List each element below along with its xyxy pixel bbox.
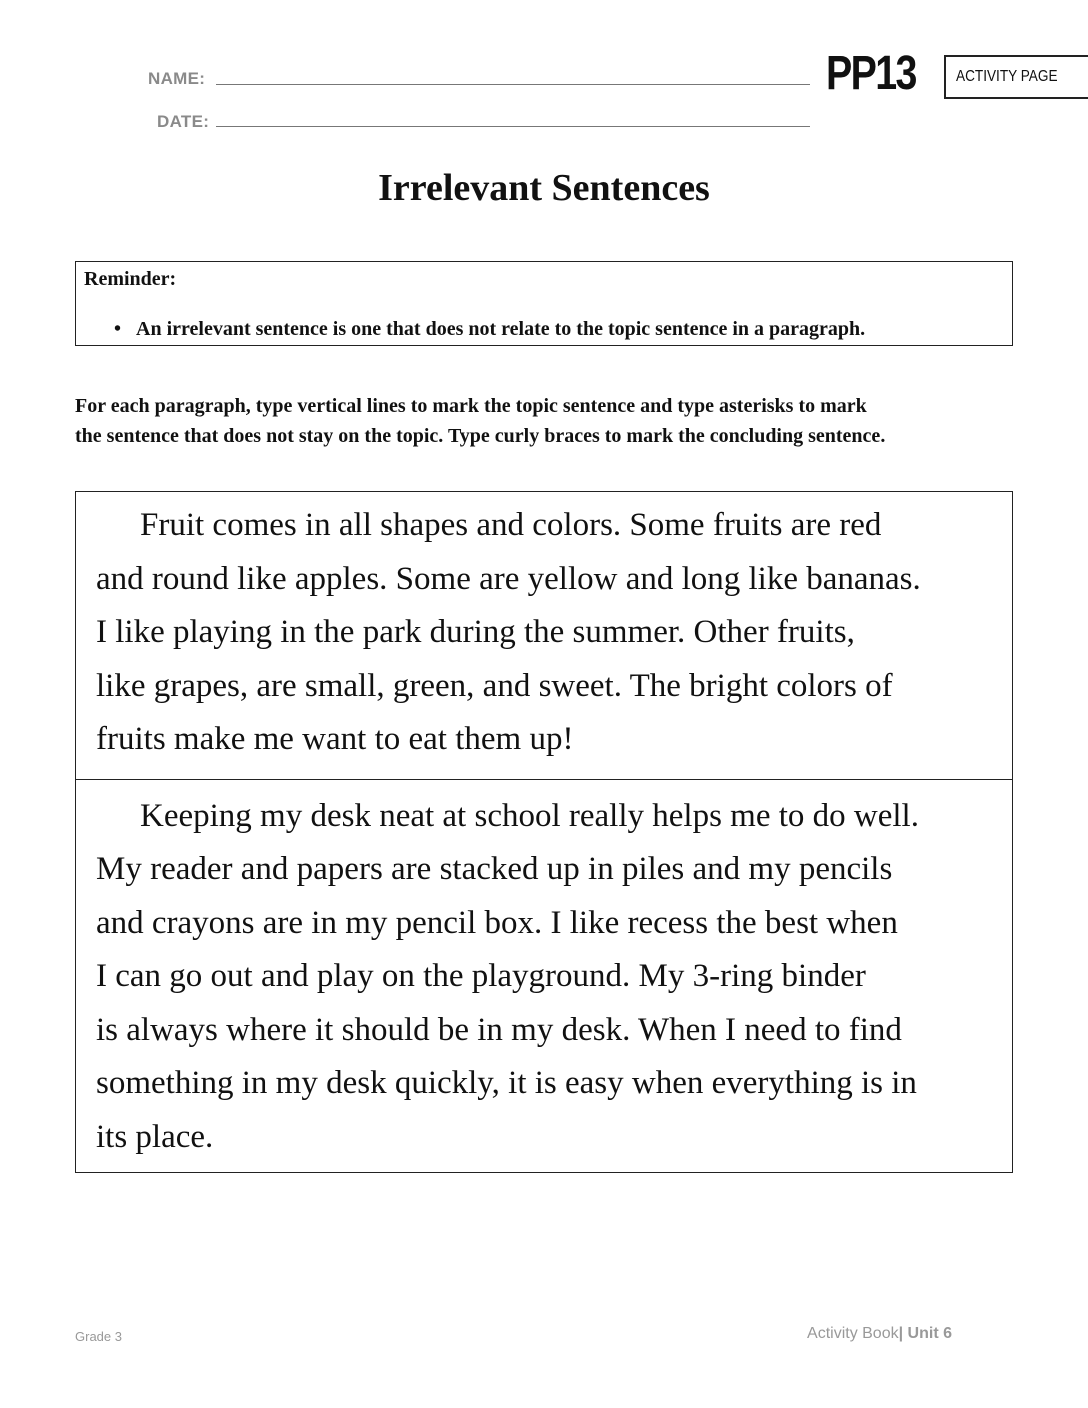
page-code: PP13 <box>826 47 916 100</box>
passage-line: fruits make me want to eat them up! <box>96 721 574 757</box>
bullet-icon: • <box>114 318 122 340</box>
passage-fruit[interactable] <box>76 492 1012 779</box>
date-field-line[interactable] <box>216 126 810 127</box>
passage-line: like grapes, are small, green, and sweet. The bright colors of <box>96 667 893 704</box>
passage-line: I like playing in the park during the summer. Other fruits, <box>96 614 855 650</box>
passage-desk[interactable] <box>76 779 1012 1173</box>
date-label: DATE: <box>157 112 210 131</box>
footer-book-unit <box>807 1325 952 1343</box>
instructions <box>75 391 1035 451</box>
passages-box <box>75 491 1013 1173</box>
reminder-box <box>75 261 1013 346</box>
footer-grade: Grade 3 <box>75 1329 122 1344</box>
reminder-bullet-text: An irrelevant sentence is one that does not relate to the topic sentence in a paragraph. <box>136 318 866 340</box>
passage-line: is always where it should be in my desk. When I need to find <box>96 1011 902 1048</box>
name-field-line[interactable] <box>216 84 810 85</box>
passage-line: its place. <box>96 1118 214 1155</box>
reminder-bullet-item <box>114 318 865 341</box>
page-title: Irrelevant Sentences <box>378 167 710 209</box>
passage-line: My reader and papers are stacked up in piles and my pencils <box>96 851 893 887</box>
footer-book: Activity Book <box>807 1325 899 1342</box>
footer-separator: | <box>898 1325 904 1342</box>
passage-line: and round like apples. Some are yellow and long like bananas. <box>96 560 921 597</box>
reminder-title: Reminder: <box>84 268 177 290</box>
instructions-line: the sentence that does not stay on the topic. Type curly braces to mark the concluding sentence. <box>75 425 886 447</box>
passage-line: I can go out and play on the playground. My 3-ring binder <box>96 958 866 994</box>
name-label: NAME: <box>148 69 206 88</box>
passage-line: Fruit comes in all shapes and colors. Some fruits are red <box>140 507 882 543</box>
passage-line: Keeping my desk neat at school really helps me to do well. <box>140 797 919 834</box>
passage-line: and crayons are in my pencil box. I like recess the best when <box>96 904 898 941</box>
activity-page-box <box>944 55 1088 99</box>
passage-line: something in my desk quickly, it is easy when everything is in <box>96 1065 917 1101</box>
instructions-line: For each paragraph, type vertical lines to mark the topic sentence and type asterisks to mark <box>75 395 867 417</box>
footer-unit: Unit 6 <box>907 1325 952 1342</box>
activity-page-label: ACTIVITY PAGE <box>956 68 1058 85</box>
